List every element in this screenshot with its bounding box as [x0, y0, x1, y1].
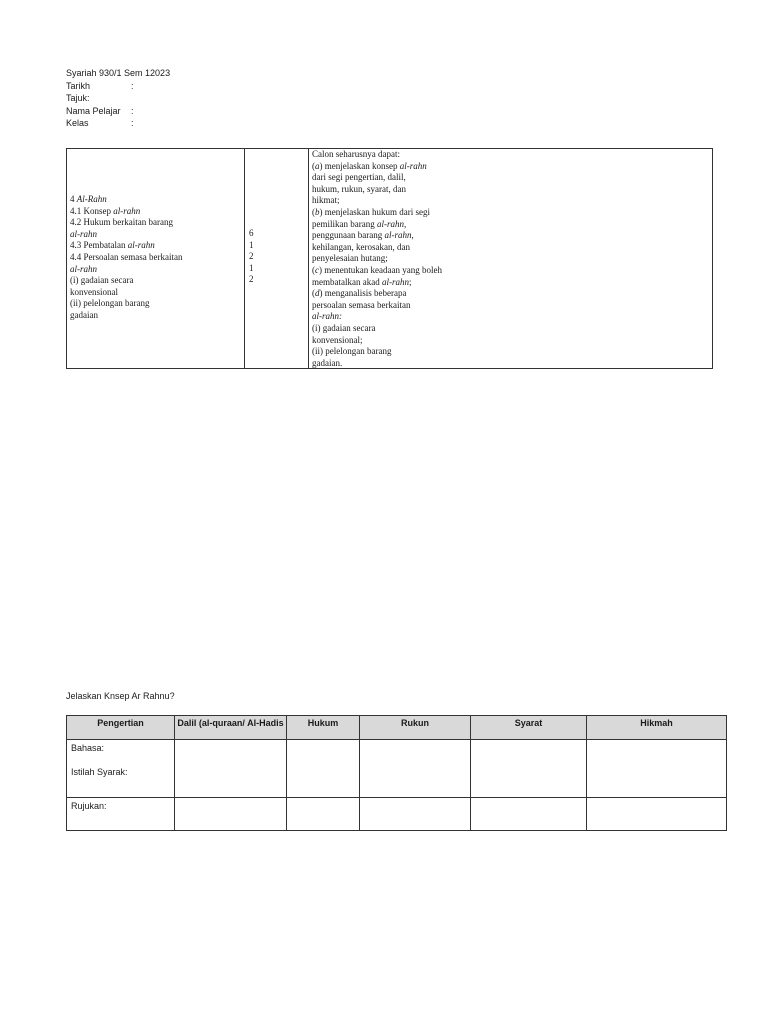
syllabus-periods-cell — [245, 149, 309, 368]
header-hikmah: Hikmah — [587, 716, 727, 740]
period-value: 1 — [249, 239, 254, 250]
period-value: 6 — [249, 228, 254, 238]
outcome-line: (ii) pelelongan barang — [312, 346, 392, 357]
empty-cell[interactable] — [287, 798, 360, 831]
topic-line: al-rahn — [70, 263, 97, 274]
topic-line: 4.2 Hukum berkaitan barang — [70, 217, 173, 228]
field-nama-pelajar — [66, 105, 170, 118]
outcome-line: (d) menganalisis beberapa — [312, 288, 407, 299]
header-rukun: Rukun — [360, 716, 471, 740]
outcome-line: (a) menjelaskan konsep al-rahn — [312, 160, 427, 171]
field-label: Nama Pelajar — [66, 105, 121, 116]
field-tajuk — [66, 92, 170, 105]
hukum-cell[interactable] — [287, 740, 360, 798]
period-value: 1 — [249, 262, 254, 273]
outcome-line: penggunaan barang al-rahn, — [312, 230, 414, 241]
outcome-line: (b) menjelaskan hukum dari segi — [312, 206, 430, 217]
field-kelas — [66, 117, 170, 130]
rukun-cell[interactable] — [360, 740, 471, 798]
field-tarikh — [66, 80, 170, 93]
outcome-lines — [312, 149, 442, 369]
table-row — [67, 740, 727, 798]
syllabus-outcomes-cell — [309, 149, 712, 368]
outcome-line: konvensional; — [312, 334, 363, 345]
field-colon: : — [131, 80, 134, 91]
outcome-line: persoalan semasa berkaitan — [312, 299, 411, 310]
outcome-line: hukum, rukun, syarat, dan — [312, 183, 406, 194]
topic-line: al-rahn — [70, 228, 97, 239]
outcome-line: kehilangan, kerosakan, dan — [312, 241, 410, 252]
rujukan-label: Rujukan: — [71, 801, 107, 811]
empty-cell[interactable] — [360, 798, 471, 831]
topic-line: 4.3 Pembatalan al-rahn — [70, 240, 155, 251]
header-dalil: Dalil (al-quraan/ Al-Hadis — [175, 716, 287, 740]
bahasa-label: Bahasa: — [71, 743, 105, 753]
outcome-line: (i) gadaian secara — [312, 322, 376, 333]
field-colon: : — [131, 105, 134, 116]
field-label: Tarikh — [66, 80, 91, 91]
spacer — [71, 754, 170, 766]
outcome-line: pemilikan barang al-rahn, — [312, 218, 407, 229]
topic-line: 4 Al-Rahn — [70, 194, 107, 204]
empty-cell[interactable] — [175, 798, 287, 831]
outcome-line: al-rahn: — [312, 311, 342, 322]
field-colon: : — [131, 118, 134, 128]
header-hukum: Hukum — [287, 716, 360, 740]
worksheet-header — [66, 67, 170, 130]
period-value: 2 — [249, 274, 254, 285]
answer-table — [66, 715, 727, 831]
period-lines — [249, 228, 254, 286]
outcome-line: gadaian. — [312, 357, 343, 368]
answer-table-header-row — [67, 716, 727, 740]
outcome-line: membatalkan akad al-rahn; — [312, 276, 412, 287]
syarat-cell[interactable] — [471, 740, 587, 798]
topic-lines — [70, 194, 182, 322]
period-value: 2 — [249, 251, 254, 262]
empty-cell[interactable] — [587, 798, 727, 831]
topic-line: gadaian — [70, 309, 98, 320]
dalil-cell[interactable] — [175, 740, 287, 798]
outcome-line: Calon seharusnya dapat: — [312, 149, 400, 159]
topic-line: konvensional — [70, 286, 118, 297]
istilah-label: Istilah Syarak: — [71, 767, 128, 777]
outcome-line: penyelesaian hutang; — [312, 253, 388, 264]
syllabus-topics-cell — [67, 149, 245, 368]
table-row — [67, 798, 727, 831]
outcome-line: hikmat; — [312, 195, 340, 206]
header-pengertian: Pengertian — [67, 716, 175, 740]
field-label: Kelas — [66, 118, 89, 128]
topic-line: (ii) pelelongan barang — [70, 298, 150, 309]
hikmah-cell[interactable] — [587, 740, 727, 798]
pengertian-cell[interactable] — [67, 740, 175, 798]
topic-line: 4.4 Persoalan semasa berkaitan — [70, 251, 183, 262]
field-label: Tajuk: — [66, 93, 90, 103]
course-title: Syariah 930/1 Sem 12023 — [66, 68, 171, 78]
rujukan-cell[interactable] — [67, 798, 175, 831]
syllabus-table — [66, 148, 713, 369]
question-text: Jelaskan Knsep Ar Rahnu? — [66, 691, 175, 701]
outcome-line: (c) menentukan keadaan yang boleh — [312, 264, 442, 275]
topic-line: (i) gadaian secara — [70, 275, 134, 286]
topic-line: 4.1 Konsep al-rahn — [70, 205, 141, 216]
empty-cell[interactable] — [471, 798, 587, 831]
header-syarat: Syarat — [471, 716, 587, 740]
outcome-line: dari segi pengertian, dalil, — [312, 172, 406, 183]
